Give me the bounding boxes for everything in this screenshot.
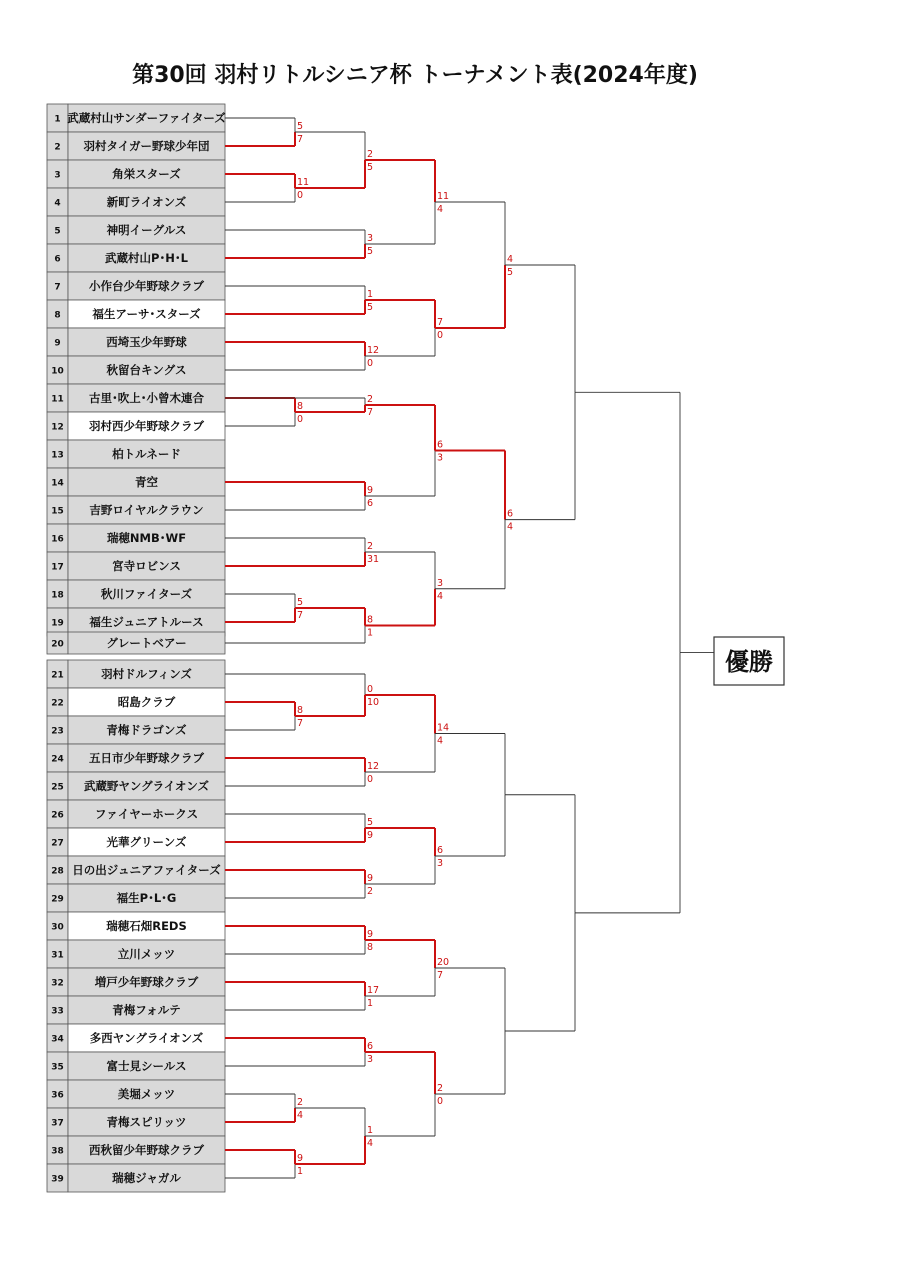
team-row xyxy=(47,1080,225,1108)
score-top: 3 xyxy=(437,577,444,589)
score-top: 2 xyxy=(367,149,374,160)
match-m33 xyxy=(435,451,505,589)
score-top: 2 xyxy=(367,541,374,552)
team-name: 宮寺ロビンス xyxy=(112,559,181,573)
score-bottom: 2 xyxy=(367,886,374,897)
score-bottom: 7 xyxy=(297,610,304,621)
score-top: 8 xyxy=(367,614,374,626)
match-m31 xyxy=(365,1052,435,1136)
team-row xyxy=(47,996,225,1024)
score-top: 11 xyxy=(437,191,450,202)
team-number: 20 xyxy=(51,639,64,650)
team-name: 美堀メッツ xyxy=(117,1087,176,1101)
score-top: 6 xyxy=(437,439,444,451)
team-row xyxy=(47,300,225,328)
team-row xyxy=(47,632,225,654)
score-bottom: 4 xyxy=(507,521,514,533)
score-top: 9 xyxy=(367,873,374,884)
team-name: 青空 xyxy=(135,475,158,489)
team-row xyxy=(47,384,225,412)
team-number: 27 xyxy=(51,838,64,849)
score-top: 20 xyxy=(437,957,450,968)
score-top: 14 xyxy=(437,722,450,734)
team-row xyxy=(47,468,225,496)
team-row xyxy=(47,412,225,440)
team-row xyxy=(47,272,225,300)
score-top: 6 xyxy=(507,508,514,520)
team-row xyxy=(47,940,225,968)
team-name: 五日市少年野球クラブ xyxy=(89,751,204,765)
team-row xyxy=(47,244,225,272)
team-row xyxy=(47,1108,225,1136)
team-name: 瑞穂石畑REDS xyxy=(106,919,187,933)
team-name: 武蔵村山サンダーファイターズ xyxy=(67,111,226,125)
page-title: 第30回 羽村リトルシニア杯 トーナメント表(2024年度) xyxy=(132,63,698,88)
score-top: 0 xyxy=(367,684,374,695)
team-number: 9 xyxy=(54,338,61,349)
match-m22 xyxy=(225,1038,365,1066)
score-top: 9 xyxy=(367,485,374,496)
team-number: 32 xyxy=(51,978,64,989)
team-row xyxy=(47,132,225,160)
team-number: 12 xyxy=(51,422,64,433)
score-top: 9 xyxy=(297,1153,304,1164)
score-bottom: 4 xyxy=(367,1138,374,1149)
score-top: 2 xyxy=(297,1097,304,1108)
team-number: 37 xyxy=(51,1118,64,1129)
team-number: 21 xyxy=(51,670,64,681)
score-bottom: 0 xyxy=(297,414,304,425)
score-top: 9 xyxy=(367,929,374,940)
bracket-lines xyxy=(225,118,714,1178)
team-row xyxy=(47,356,225,384)
score-bottom: 5 xyxy=(507,267,514,278)
team-name: ファイヤーホークス xyxy=(94,807,199,821)
team-number: 23 xyxy=(51,726,64,737)
team-name: 瑞穂NMB･WF xyxy=(106,531,187,545)
score-top: 8 xyxy=(297,705,304,716)
score-top: 2 xyxy=(367,394,374,405)
team-name: 角栄スターズ xyxy=(112,167,181,181)
team-row xyxy=(47,800,225,828)
team-row xyxy=(47,580,225,608)
score-bottom: 7 xyxy=(437,970,444,981)
team-number: 29 xyxy=(51,894,64,905)
match-m14 xyxy=(225,538,365,566)
score-top: 8 xyxy=(297,401,304,412)
team-number: 38 xyxy=(51,1146,64,1157)
score-bottom: 1 xyxy=(367,998,374,1009)
team-name: グレートベアー xyxy=(106,636,187,650)
team-name: 立川メッツ xyxy=(117,947,176,961)
team-row xyxy=(47,524,225,552)
match-m23 xyxy=(295,1108,365,1164)
team-number: 16 xyxy=(51,534,64,545)
team-number: 13 xyxy=(51,450,64,461)
team-name: 日の出ジュニアファイターズ xyxy=(72,863,221,877)
score-bottom: 3 xyxy=(437,452,444,464)
team-row xyxy=(47,1164,225,1192)
champion-label: 優勝 xyxy=(725,648,773,676)
match-m4 xyxy=(225,594,295,622)
team-number: 31 xyxy=(51,950,64,961)
score-bottom: 0 xyxy=(367,358,374,369)
team-row xyxy=(47,104,226,132)
score-top: 5 xyxy=(367,817,374,828)
match-m5 xyxy=(225,702,295,730)
team-name: 神明イーグルス xyxy=(106,223,187,237)
team-name: 羽村ドルフィンズ xyxy=(101,667,192,681)
match-m24 xyxy=(365,160,435,244)
score-top: 2 xyxy=(437,1083,444,1094)
team-name: 秋川ファイターズ xyxy=(100,587,193,601)
team-row xyxy=(47,1136,225,1164)
score-bottom: 4 xyxy=(437,735,444,747)
team-name: 西秋留少年野球クラブ xyxy=(89,1143,204,1157)
team-row xyxy=(47,1024,225,1052)
team-number: 4 xyxy=(54,198,61,209)
score-bottom: 7 xyxy=(297,134,304,145)
team-list xyxy=(47,104,226,1192)
score-bottom: 5 xyxy=(367,302,374,313)
match-m26 xyxy=(365,405,435,496)
team-row xyxy=(47,160,225,188)
score-top: 3 xyxy=(367,233,374,244)
team-name: 武蔵野ヤングライオンズ xyxy=(83,779,210,793)
match-m35 xyxy=(435,968,505,1094)
match-m37 xyxy=(505,795,575,1031)
team-number: 35 xyxy=(51,1062,64,1073)
score-top: 5 xyxy=(297,121,304,132)
match-m11 xyxy=(225,342,365,370)
score-bottom: 0 xyxy=(437,1096,444,1107)
team-number: 6 xyxy=(54,254,61,265)
match-m1 xyxy=(225,118,295,146)
match-m21 xyxy=(225,982,365,1010)
team-name: 富士見シールス xyxy=(106,1059,187,1073)
match-m7 xyxy=(225,1150,295,1178)
team-row xyxy=(47,552,225,580)
team-row xyxy=(47,496,225,524)
team-name: 福生アーサ･スターズ xyxy=(92,307,201,321)
team-row xyxy=(47,660,225,688)
team-name: 吉野ロイヤルクラウン xyxy=(89,503,204,517)
team-number: 30 xyxy=(51,922,64,933)
score-top: 17 xyxy=(367,985,380,996)
score-bottom: 3 xyxy=(437,858,444,869)
team-number: 34 xyxy=(51,1034,64,1045)
team-number: 11 xyxy=(51,394,64,405)
team-name: 新町ライオンズ xyxy=(106,195,187,209)
score-bottom: 8 xyxy=(367,942,374,953)
team-number: 5 xyxy=(54,226,61,237)
match-m6 xyxy=(225,1094,295,1122)
team-name: 羽村西少年野球クラブ xyxy=(89,419,204,433)
team-number: 8 xyxy=(54,310,61,321)
team-name: 昭島クラブ xyxy=(117,695,176,709)
match-m36 xyxy=(505,265,575,520)
match-m9 xyxy=(225,230,365,258)
score-top: 6 xyxy=(437,845,444,856)
team-name: 秋留台キングス xyxy=(106,363,187,377)
team-number: 33 xyxy=(51,1006,64,1017)
team-number: 17 xyxy=(51,562,64,573)
team-row xyxy=(47,688,225,716)
team-row xyxy=(47,440,225,468)
team-name: 西埼玉少年野球 xyxy=(106,335,187,349)
team-number: 24 xyxy=(51,754,64,765)
score-bottom: 5 xyxy=(367,246,374,257)
score-top: 12 xyxy=(367,761,380,772)
team-row xyxy=(47,884,225,912)
team-name: 武蔵村山P･H･L xyxy=(105,251,188,265)
score-top: 12 xyxy=(367,345,380,356)
match-m3 xyxy=(225,398,295,426)
score-top: 4 xyxy=(507,254,514,265)
team-name: 増戸少年野球クラブ xyxy=(94,975,199,989)
team-row xyxy=(47,744,225,772)
team-number: 26 xyxy=(51,810,64,821)
score-bottom: 9 xyxy=(367,830,374,841)
score-bottom: 6 xyxy=(367,498,374,509)
team-number: 19 xyxy=(51,618,64,629)
team-row xyxy=(47,1052,225,1080)
match-m19 xyxy=(225,870,365,898)
match-m13 xyxy=(225,482,365,510)
team-name: 青梅ドラゴンズ xyxy=(106,723,187,737)
match-m10 xyxy=(225,286,365,314)
team-name: 瑞穂ジャガル xyxy=(112,1171,181,1185)
team-number: 18 xyxy=(51,590,64,601)
team-row xyxy=(47,968,225,996)
match-m32 xyxy=(435,202,505,328)
score-top: 6 xyxy=(367,1041,374,1052)
match-m20 xyxy=(225,926,365,954)
score-top: 1 xyxy=(367,1125,374,1136)
team-number: 3 xyxy=(54,170,61,181)
team-name: 青梅フォルテ xyxy=(112,1003,181,1017)
team-row xyxy=(47,912,225,940)
team-name: 小作台少年野球クラブ xyxy=(89,279,204,293)
score-bottom: 7 xyxy=(367,407,374,418)
score-bottom: 1 xyxy=(367,627,374,639)
team-name: 柏トルネード xyxy=(112,447,181,461)
team-row xyxy=(47,716,225,744)
match-m18 xyxy=(225,814,365,842)
team-number: 25 xyxy=(51,782,64,793)
champion-box xyxy=(714,637,784,685)
team-name: 福生P･L･G xyxy=(116,891,177,905)
team-number: 22 xyxy=(51,698,64,709)
score-bottom: 0 xyxy=(437,330,444,341)
score-bottom: 4 xyxy=(297,1110,304,1121)
team-row xyxy=(47,216,225,244)
match-m2 xyxy=(225,174,295,202)
team-number: 1 xyxy=(54,114,61,125)
team-row xyxy=(47,188,225,216)
team-number: 36 xyxy=(51,1090,64,1101)
team-row xyxy=(47,856,225,884)
score-bottom: 4 xyxy=(437,204,444,215)
team-number: 10 xyxy=(51,366,64,377)
team-name: 光華グリーンズ xyxy=(106,835,187,849)
match-m38 xyxy=(575,392,714,913)
score-bottom: 5 xyxy=(367,162,374,173)
score-bottom: 3 xyxy=(367,1054,374,1065)
team-row xyxy=(47,828,225,856)
team-number: 39 xyxy=(51,1174,64,1185)
score-top: 1 xyxy=(367,289,374,300)
score-bottom: 0 xyxy=(367,774,374,785)
score-top: 11 xyxy=(297,177,310,188)
score-bottom: 7 xyxy=(297,718,304,729)
score-bottom: 4 xyxy=(437,590,444,602)
score-bottom: 0 xyxy=(297,190,304,201)
team-name: 福生ジュニアトルース xyxy=(89,615,204,629)
team-name: 青梅スピリッツ xyxy=(106,1115,187,1129)
score-labels xyxy=(297,121,513,1177)
score-bottom: 31 xyxy=(367,554,380,565)
team-row xyxy=(47,328,225,356)
team-number: 2 xyxy=(54,142,61,153)
match-m34 xyxy=(435,734,505,857)
team-row xyxy=(47,772,225,800)
team-number: 15 xyxy=(51,506,64,517)
score-top: 5 xyxy=(297,597,304,608)
team-name: 羽村タイガー野球少年団 xyxy=(83,139,210,153)
team-name: 多西ヤングライオンズ xyxy=(89,1031,204,1045)
score-bottom: 10 xyxy=(367,697,380,708)
score-bottom: 1 xyxy=(297,1166,304,1177)
match-m17 xyxy=(225,758,365,786)
team-number: 14 xyxy=(51,478,64,489)
score-top: 7 xyxy=(437,317,444,328)
team-number: 28 xyxy=(51,866,64,877)
team-name: 古里･吹上･小曾木連合 xyxy=(89,391,204,405)
match-m29 xyxy=(365,828,435,884)
team-number: 7 xyxy=(54,282,61,293)
